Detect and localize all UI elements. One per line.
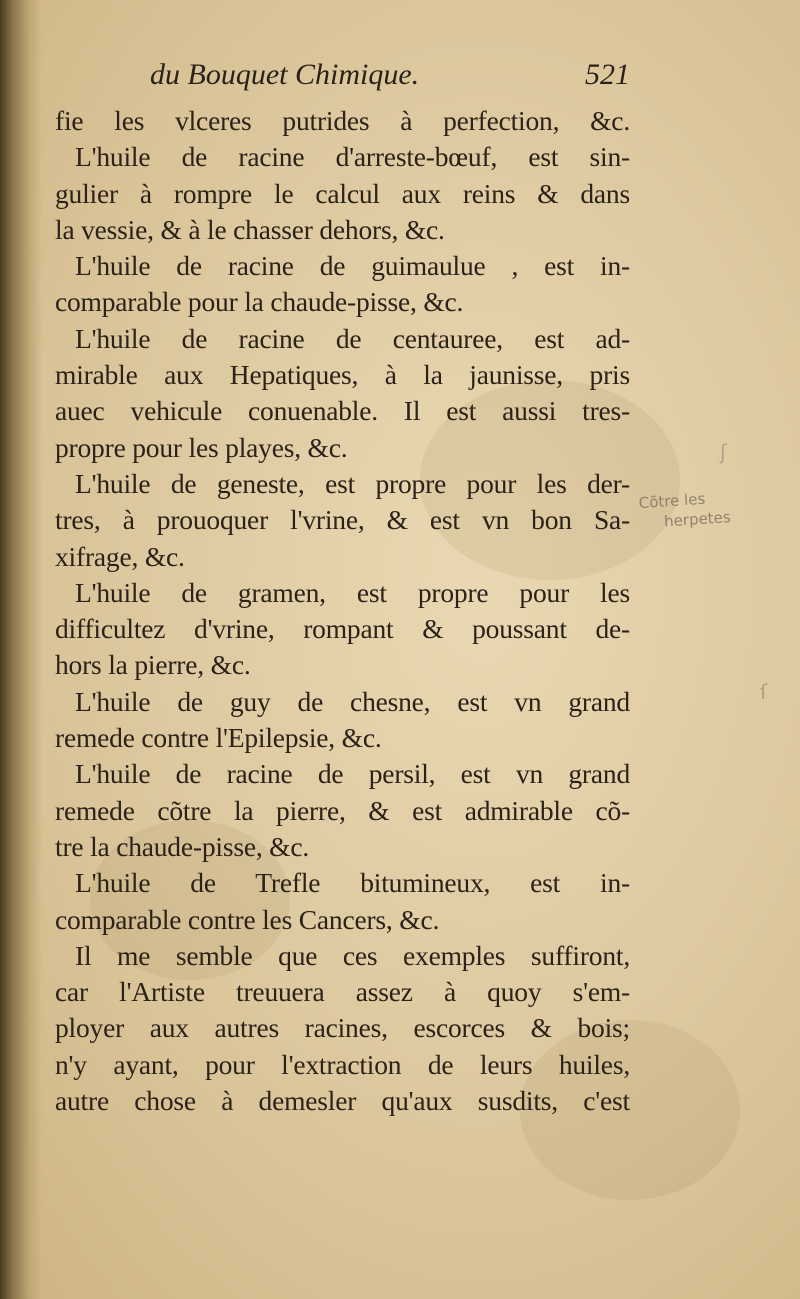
page-header — [150, 58, 630, 102]
text-line: L'huile de Trefle bitumineux, est in- — [75, 867, 630, 899]
text-line: L'huile de racine de persil, est vn grand — [75, 758, 630, 790]
text-line: L'huile de racine d'arreste-bœuf, est sin- — [75, 141, 630, 173]
text-line: comparable contre les Cancers, &c. — [55, 903, 440, 935]
text-line: propre pour les playes, &c. — [55, 431, 348, 463]
ink-mark-icon: ſ — [760, 680, 768, 704]
text-line: comparable pour la chaude-pisse, &c. — [55, 286, 464, 318]
text-line: L'huile de racine de guimaulue , est in- — [75, 250, 630, 282]
text-line: L'huile de racine de centauree, est ad- — [75, 322, 630, 354]
text-line: remede contre l'Epilepsie, &c. — [55, 722, 382, 754]
text-line: difficultez d'vrine, rompant & poussant de- — [55, 613, 630, 645]
marginal-note-line: Cõtre les — [638, 489, 706, 513]
text-line: gulier à rompre le calcul aux reins & dans — [55, 177, 630, 209]
text-line: L'huile de geneste, est propre pour les der- — [75, 467, 630, 499]
page-gutter — [0, 0, 42, 1299]
text-line: xifrage, &c. — [55, 540, 185, 572]
text-line: autre chose à demesler qu'aux susdits, c'est — [55, 1085, 630, 1117]
running-title: du Bouquet Chimique. — [150, 58, 420, 91]
text-line: Il me semble que ces exemples suffiront, — [75, 939, 630, 971]
handwritten-marginal-note — [638, 483, 792, 553]
text-line: tre la chaude-pisse, &c. — [55, 830, 310, 862]
text-line: L'huile de guy de chesne, est vn grand — [75, 685, 630, 717]
ink-mark-icon: ʃ — [720, 440, 727, 464]
text-line: car l'Artiste treuuera assez à quoy s'em- — [55, 976, 630, 1008]
text-line: hors la pierre, &c. — [55, 649, 251, 681]
text-line: la vessie, & à le chasser dehors, &c. — [55, 213, 445, 245]
body-text — [55, 103, 630, 1119]
text-line: L'huile de gramen, est propre pour les — [75, 576, 630, 608]
text-line: fie les vlceres putrides à perfection, &c. — [55, 105, 630, 136]
page-number: 521 — [585, 58, 630, 91]
marginal-note-line: herpetes — [663, 507, 732, 531]
text-line: ployer aux autres racines, escorces & bois; — [55, 1012, 630, 1044]
text-line: remede cõtre la pierre, & est admirable cõ- — [55, 794, 630, 826]
text-line: tres, à prouoquer l'vrine, & est vn bon Sa- — [55, 504, 630, 536]
text-line: mirable aux Hepatiques, à la jaunisse, pris — [55, 359, 630, 391]
text-line: n'y ayant, pour l'extraction de leurs huiles, — [55, 1048, 630, 1080]
text-line: auec vehicule conuenable. Il est aussi tres- — [55, 395, 630, 427]
